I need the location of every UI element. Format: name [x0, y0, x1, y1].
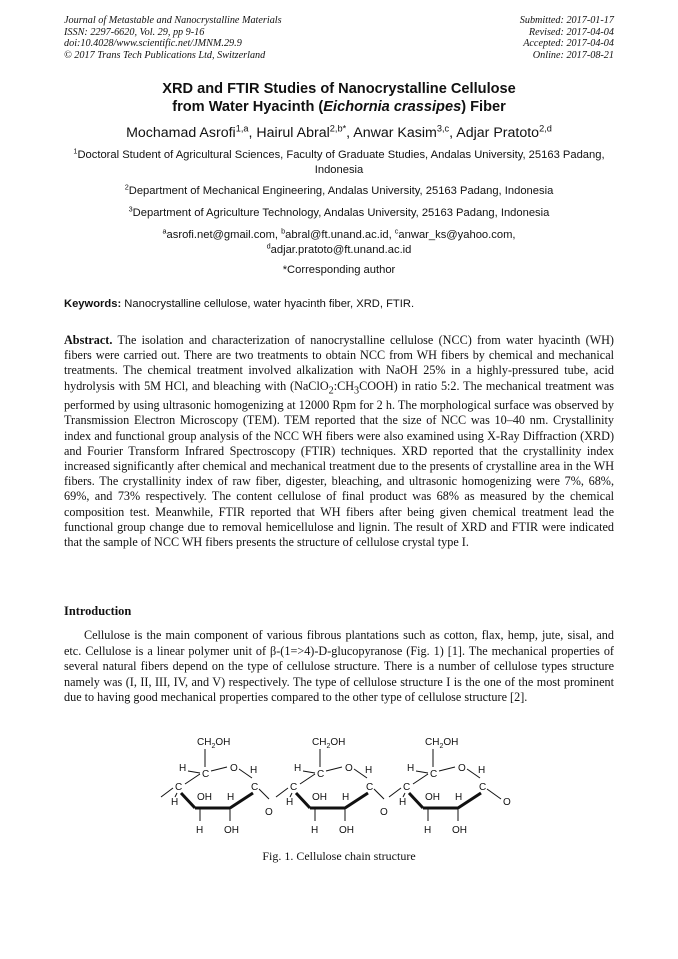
- glycosidic-bond: [276, 788, 288, 797]
- carbon-atom: C: [403, 782, 411, 793]
- carbon-atom: C: [479, 782, 487, 793]
- revised-date: Revised: 2017-04-04: [528, 26, 614, 38]
- hydrogen-atom: H: [171, 797, 179, 808]
- keywords-label: Keywords:: [64, 298, 122, 310]
- ch2oh-label: $CH_2OH$: [197, 737, 231, 750]
- hydrogen-atom: H: [250, 765, 258, 776]
- glycosidic-bond: [374, 789, 384, 799]
- author-sup: 3,c: [436, 123, 450, 134]
- carbon-atom: C: [202, 769, 210, 780]
- carbon-atom: C: [290, 782, 298, 793]
- hydrogen-atom: H: [424, 825, 432, 836]
- ring-bond: [413, 774, 428, 784]
- author-separator: ,: [346, 125, 354, 141]
- corresponding-author-note: *Corresponding author: [282, 264, 396, 276]
- email-sup: c: [394, 226, 399, 236]
- thick-ring-bond: [409, 793, 423, 808]
- hydrogen-atom: H: [227, 792, 235, 803]
- hydrogen-atom: H: [342, 792, 350, 803]
- author-separator: ,: [449, 125, 457, 141]
- email-sup: a: [162, 226, 167, 236]
- affiliation-sup: 1: [73, 146, 78, 156]
- affiliation-3: [64, 206, 614, 221]
- glycosidic-bond: [487, 789, 501, 799]
- ring-oxygen: O: [230, 763, 238, 774]
- abstract-text: :CH: [333, 378, 355, 393]
- email-list: [129, 228, 549, 258]
- author-list: [64, 124, 614, 142]
- ch2oh-label: $CH_2OH$: [425, 737, 459, 750]
- carbon-atom: C: [175, 782, 183, 793]
- title-line-2-prefix: from Water Hyacinth (: [172, 99, 324, 115]
- terminal-oxygen: O: [503, 797, 511, 808]
- subscript: 2: [328, 385, 334, 397]
- accepted-date: Accepted: 2017-04-04: [523, 38, 614, 49]
- email-link[interactable]: adjar.pratoto@ft.unand.ac.id: [270, 244, 412, 256]
- issn-line: ISSN: 2297-6620, Vol. 29, pp 9-16: [64, 26, 205, 38]
- carbon-atom: C: [366, 782, 374, 793]
- online-date: Online: 2017-08-21: [532, 49, 614, 61]
- email-sup: b: [281, 226, 286, 236]
- copyright-line: © 2017 Trans Tech Publications Ltd, Switzerland: [64, 49, 266, 61]
- ring-bond: [300, 774, 315, 784]
- hydroxyl-label: OH: [339, 825, 354, 836]
- keywords-text: Nanocrystalline cellulose, water hyacinth fiber, XRD, FTIR.: [121, 298, 415, 310]
- journal-header: [64, 15, 282, 61]
- author-name: Adjar Pratoto: [456, 125, 540, 141]
- journal-name: Journal of Metastable and Nanocrystalline Materials: [64, 15, 282, 26]
- dates-header: [520, 15, 614, 61]
- hydroxyl-label: OH: [224, 825, 239, 836]
- author-sup: 1,a: [235, 123, 249, 134]
- glycosidic-bond: [259, 789, 269, 799]
- author-name: Mochamad Asrofi: [126, 125, 236, 141]
- h-bond: [303, 771, 315, 773]
- abstract-text: COOH) in ratio 5:2. The mechanical treatment was performed by using ultrasonic homogenizing at 12000 Rpm for 2 h. The morphological surface was observed by Transmission Electron Microscopy (TEM). TEM reported that the size of NCC was 10–40 nm. Crystallinity index and functional group analysis of the NCC WH fibers were also examined using X-Ray Diffraction (XRD) and Fourier Transform Infrared Spectroscopy (FTIR) techniques. XRD reported that the crystallinity index increased significantly after chemical and mechanical treatment due to the presents of crystalline area in the WH fibers. The crystallinity index of raw fiber, digester, bleaching, and ultrasonic homogenizing were 7%, 68%, 69%, and 73% respectively. The content cellulose of final product was 68% as measured by the chemical composition test. Meanwhile, FTIR reported that WH fibers after being given chemical treatment lead the functional group change due to removal hemicellulose and lignin. The result of XRD and FTIR were indicated that the sample of NCC WH fibers presents the structure of cellulose crystal type I.: [64, 378, 614, 550]
- email-link[interactable]: asrofi.net@gmail.com,: [166, 229, 282, 241]
- hydrogen-atom: H: [311, 825, 319, 836]
- ring-bond: [326, 767, 342, 771]
- title-line-1: XRD and FTIR Studies of Nanocrystalline Cellulose: [162, 81, 516, 97]
- carbon-atom: C: [317, 769, 325, 780]
- doi-line: doi:10.4028/www.scientific.net/JMNM.29.9: [64, 38, 242, 49]
- affiliation-1: [64, 148, 614, 178]
- figure-caption: Fig. 1. Cellulose chain structure: [262, 849, 416, 863]
- affiliation-text: Department of Mechanical Engineering, Andalas University, 25163 Padang, Indonesia: [128, 185, 554, 197]
- author-separator: ,: [248, 125, 257, 141]
- ring-bond: [211, 767, 227, 771]
- author-sup: 2,d: [539, 123, 552, 134]
- affiliation-sup: 2: [124, 182, 129, 192]
- keywords: [64, 297, 614, 311]
- introduction-paragraph: Cellulose is the main component of various fibrous plantations such as cotton, flax, hemp, jute, sisal, and etc. Cellulose is a linear polymer unit of β-(1=>4)-D-glucopyranose (Fig. 1) [1]. The mechanical properties of several natural fibers depend on the type of cellulose structure. There is a number of cellulose types structure namely was (I, II, III, IV, and V) respectively. The type of cellulose structure I is the one of the most prominent due to having good mechanical properties compared to the other type of cellulose structure [2].: [64, 628, 614, 704]
- thick-ring-bond: [181, 793, 195, 808]
- section-heading-introduction: Introduction: [64, 604, 132, 618]
- hydroxyl-label: OH: [425, 792, 440, 803]
- hydrogen-atom: H: [365, 765, 373, 776]
- hydrogen-atom: H: [179, 763, 187, 774]
- carbon-atom: C: [251, 782, 259, 793]
- hydrogen-atom: H: [455, 792, 463, 803]
- hydroxyl-label: OH: [197, 792, 212, 803]
- abstract-label: Abstract.: [64, 333, 113, 347]
- hydroxyl-label: OH: [452, 825, 467, 836]
- ring-bond: [439, 767, 455, 771]
- glycosidic-oxygen: O: [380, 807, 388, 818]
- hydrogen-atom: H: [399, 797, 407, 808]
- subscript: 3: [354, 385, 360, 397]
- hydroxyl-label: OH: [312, 792, 327, 803]
- thick-ring-bond: [296, 793, 310, 808]
- ch2oh-label: $CH_2OH$: [312, 737, 346, 750]
- title-line-2: [64, 98, 614, 116]
- h-bond: [416, 771, 428, 773]
- hydrogen-atom: H: [407, 763, 415, 774]
- paper-title: [64, 80, 614, 116]
- glycosidic-oxygen: O: [265, 807, 273, 818]
- submitted-date: Submitted: 2017-01-17: [519, 15, 614, 26]
- title-line-2-suffix: ) Fiber: [461, 99, 506, 115]
- glycosidic-bond: [161, 788, 173, 797]
- author-sup: 2,b*: [329, 123, 347, 134]
- email-link[interactable]: anwar_ks@yahoo.com,: [398, 229, 516, 241]
- author-name: Anwar Kasim: [353, 125, 437, 141]
- hydrogen-atom: H: [294, 763, 302, 774]
- glycosidic-bond: [389, 788, 401, 797]
- affiliation-sup: 3: [128, 204, 133, 214]
- affiliation-text: Department of Agriculture Technology, Andalas University, 25163 Padang, Indonesia: [132, 207, 550, 219]
- ring-oxygen: O: [458, 763, 466, 774]
- hydrogen-atom: H: [478, 765, 486, 776]
- email-link[interactable]: abral@ft.unand.ac.id,: [285, 229, 395, 241]
- species-name: Eichornia crassipes: [323, 99, 462, 115]
- hydrogen-atom: H: [196, 825, 204, 836]
- ring-oxygen: O: [345, 763, 353, 774]
- cellulose-chain-figure: [155, 733, 515, 843]
- hydrogen-atom: H: [286, 797, 294, 808]
- affiliation-2: [64, 184, 614, 199]
- author-name: Hairul Abral: [256, 125, 330, 141]
- affiliation-text: Doctoral Student of Agricultural Sciences, Faculty of Graduate Studies, Andalas University, 25163 Padang, Indonesia: [77, 149, 605, 176]
- abstract: [64, 333, 614, 550]
- abstract-text: The isolation and characterization of nanocrystalline cellulose (NCC) from water hyacinth (WH) fibers were carried out. There are two treatments to obtain NCC from WH fibers by chemical and mechanical treatments. The chemical treatment involved alkalization with NaOH 25% in a highly-pressured tube, acid hydrolysis with 5M HCl, and bleaching with (NaClO: [64, 333, 614, 393]
- email-sup: d: [266, 241, 271, 251]
- carbon-atom: C: [430, 769, 438, 780]
- h-bond: [188, 771, 200, 773]
- ring-bond: [185, 774, 200, 784]
